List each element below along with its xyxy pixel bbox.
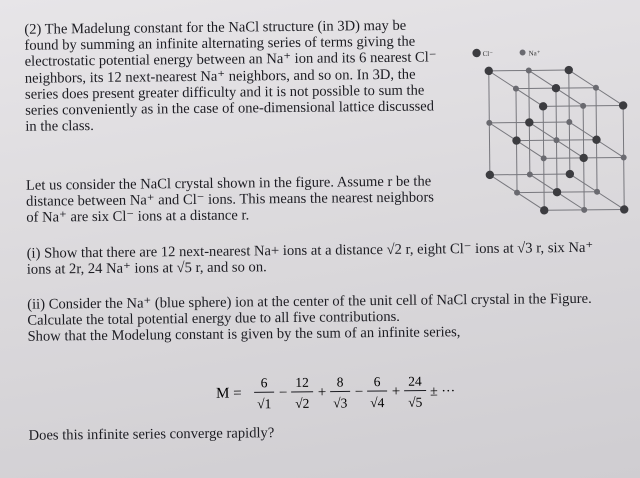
lattice-bond bbox=[489, 123, 516, 141]
lattice-bond bbox=[569, 70, 570, 122]
text-line: Let us consider the NaCl crystal shown in the figure. Assume r be the bbox=[25, 173, 432, 194]
na-ion-sphere bbox=[581, 207, 587, 213]
term-numerator: 8 bbox=[336, 374, 344, 390]
formula-lhs: M = bbox=[216, 385, 242, 402]
setup-paragraph bbox=[26, 173, 466, 226]
na-ion-sphere bbox=[593, 85, 599, 91]
cl-ion-sphere bbox=[619, 101, 627, 109]
crystal-lattice-diagram bbox=[470, 43, 630, 217]
text-line: Does this infinite series converge rapidly? bbox=[28, 425, 275, 444]
cl-ion-sphere bbox=[566, 170, 574, 178]
lattice-bond bbox=[516, 89, 517, 141]
text-line: distance between Na⁺ and Cl⁻ ions. This means the nearest neighbors bbox=[26, 189, 435, 210]
part-ii-paragraph bbox=[27, 290, 627, 345]
cl-ion-sphere bbox=[620, 205, 628, 213]
lattice-bond bbox=[569, 122, 570, 174]
text-line: (2) The Madelung constant for the NaCl structure (in 3D) may be bbox=[24, 17, 407, 38]
lattice-bond bbox=[517, 192, 544, 210]
term-sign: − bbox=[354, 384, 364, 401]
term-numerator: 6 bbox=[260, 375, 268, 391]
text-line: Calculate the total potential energy due to all five contributions. bbox=[27, 309, 401, 329]
lattice-bond bbox=[557, 192, 584, 210]
text-line: (i) Show that there are 12 next-nearest Na+ ions at a distance √2 r, eight Cl⁻ ions at √3 r, six Na⁺ bbox=[26, 239, 594, 262]
formula-tail: ± ··· bbox=[430, 384, 456, 400]
na-ion-sphere bbox=[580, 103, 586, 109]
lattice-bond bbox=[556, 88, 557, 140]
na-legend-label: Na⁺ bbox=[528, 49, 541, 58]
na-ion-sphere bbox=[566, 119, 572, 125]
lattice-bond bbox=[624, 157, 625, 209]
na-ion-sphere bbox=[621, 154, 627, 160]
intro-paragraph bbox=[24, 17, 465, 135]
lattice-bond bbox=[596, 88, 597, 140]
cl-ion-sphere bbox=[486, 171, 494, 179]
cl-ion-sphere bbox=[552, 84, 560, 92]
na-ion-sphere bbox=[553, 137, 559, 143]
text-line: found by summing an infinite alternating series of terms giving the bbox=[24, 33, 416, 54]
cl-ion-sphere bbox=[512, 136, 520, 144]
text-line: series conveniently as in the case of one-dimensional lattice discussed bbox=[25, 98, 435, 119]
text-line: in the class. bbox=[25, 118, 94, 135]
cl-ion-sphere bbox=[485, 67, 493, 75]
lattice-bond bbox=[596, 87, 623, 105]
text-line: ions at 2r, 24 Na⁺ ions at √5 r, and so on. bbox=[26, 259, 267, 278]
term-sign: + bbox=[391, 383, 401, 400]
term-numerator: 6 bbox=[373, 374, 381, 390]
na-ion-sphere bbox=[513, 86, 519, 92]
cl-legend-sphere bbox=[472, 49, 480, 57]
cl-ion-sphere bbox=[539, 102, 547, 110]
term-numerator: 12 bbox=[295, 374, 309, 390]
cl-ion-sphere bbox=[579, 154, 587, 162]
term-denominator: √2 bbox=[295, 395, 310, 411]
lattice-bond bbox=[623, 105, 624, 157]
text-line: Show that the Modelung constant is given by the sum of an infinite series, bbox=[27, 324, 461, 346]
term-sign: − bbox=[278, 385, 288, 402]
text-line: series does present greater difficulty and it is not possible to sum the bbox=[24, 82, 425, 103]
nacl-crystal-figure bbox=[470, 43, 630, 217]
lattice-bond bbox=[596, 140, 597, 192]
na-ion-sphere bbox=[526, 67, 532, 73]
lattice-bond bbox=[489, 71, 490, 123]
cl-ion-sphere bbox=[592, 136, 600, 144]
lattice-bond bbox=[490, 175, 517, 193]
text-line: neighbors, its 12 next-nearest Na⁺ neighbors, and so on. In 3D, the bbox=[24, 66, 416, 87]
lattice-bond bbox=[517, 141, 518, 193]
term-denominator: √1 bbox=[257, 396, 272, 412]
text-line: (ii) Consider the Na⁺ (blue sphere) ion at the center of the unit cell of NaCl crystal in the Figure. bbox=[27, 290, 592, 313]
lattice-bond bbox=[529, 70, 530, 122]
term-denominator: √4 bbox=[370, 394, 385, 411]
closing-question bbox=[28, 421, 628, 443]
na-ion-sphere bbox=[594, 189, 600, 195]
part-i-paragraph bbox=[27, 239, 627, 278]
lattice-bond bbox=[596, 139, 623, 157]
lattice-bond bbox=[529, 70, 556, 88]
na-ion-sphere bbox=[486, 120, 492, 126]
term-denominator: √3 bbox=[333, 395, 348, 411]
madelung-formula bbox=[216, 368, 476, 417]
cl-legend-label: Cl⁻ bbox=[482, 49, 493, 58]
lattice-bond bbox=[597, 191, 624, 209]
cl-ion-sphere bbox=[565, 66, 573, 74]
lattice-bond bbox=[489, 123, 490, 175]
lattice-bond bbox=[556, 140, 557, 192]
lattice-bond bbox=[569, 70, 596, 88]
text-line: electrostatic potential energy between an Na⁺ ion and its 6 nearest Cl⁻ bbox=[24, 49, 437, 71]
cl-ion-sphere bbox=[553, 188, 561, 196]
lattice-bond bbox=[489, 71, 516, 89]
cl-ion-sphere bbox=[540, 206, 548, 214]
cl-ion-sphere bbox=[525, 118, 533, 126]
term-sign: + bbox=[317, 384, 327, 401]
na-ion-sphere bbox=[514, 190, 520, 196]
lattice-bond bbox=[529, 122, 530, 174]
lattice-atoms bbox=[472, 47, 628, 215]
na-legend-sphere bbox=[520, 49, 526, 55]
na-ion-sphere bbox=[527, 171, 533, 177]
term-denominator: √5 bbox=[408, 394, 423, 410]
na-ion-sphere bbox=[541, 155, 547, 161]
term-numerator: 24 bbox=[408, 373, 422, 389]
text-line: of Na⁺ are six Cl⁻ ions at a distance r. bbox=[26, 207, 250, 227]
